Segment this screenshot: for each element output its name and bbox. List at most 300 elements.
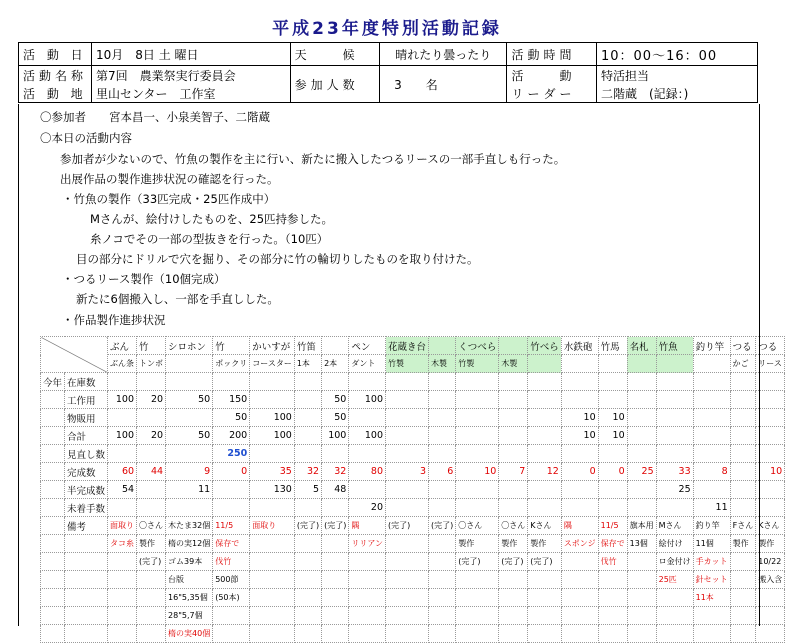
value-cell: 5 [294,481,321,499]
note-cell [693,607,730,625]
column-subheader: トンボ [137,355,166,373]
value-cell [386,445,429,463]
value-cell: 80 [349,463,386,481]
note-cell: (完了) [528,553,562,571]
header-table [18,42,758,103]
note-cell: (完了) [456,553,499,571]
value-cell [627,373,656,391]
value-cell [250,499,295,517]
column-header: 名札 [627,337,656,355]
value-cell [250,445,295,463]
value-cell: 10 [561,427,598,445]
note-cell [349,553,386,571]
note-cell: タコ糸 [108,535,137,553]
value-cell [294,427,321,445]
notes-row [41,535,785,553]
value-cell [137,373,166,391]
note-cell: 11個 [693,535,730,553]
row-label [65,607,108,625]
year-cell [41,571,65,589]
value-cell [349,481,386,499]
value-cell [656,427,693,445]
notes-row [41,589,785,607]
note-cell [656,625,693,643]
column-header: かいすが [250,337,295,355]
row-label: 完成数 [65,463,108,481]
value-cell [137,445,166,463]
note-cell [386,571,429,589]
note-cell [499,571,528,589]
value-cell [429,391,456,409]
value-cell: 50 [166,427,213,445]
time-label: 活動時間 [507,43,597,66]
note-cell [756,625,785,643]
note-cell [108,625,137,643]
value-cell [730,445,756,463]
date-value: 10月 8日 土 曜日 [92,43,291,66]
table-row [41,391,785,409]
note-cell [730,589,756,607]
content-line-1: 参加者が少ないので、竹魚の製作を主に行い、新たに搬入したつるリースの一部手直しも行った。 [60,152,566,166]
note-cell [108,607,137,625]
value-cell [693,391,730,409]
note-cell: 面取り [250,517,295,535]
value-cell [166,409,213,427]
value-cell [294,409,321,427]
note-cell [250,553,295,571]
value-cell [693,427,730,445]
note-cell [598,607,627,625]
value-cell [108,409,137,427]
note-cell [349,625,386,643]
value-cell [499,373,528,391]
value-cell [730,463,756,481]
note-cell: 楕の実12個 [166,535,213,553]
value-cell [730,427,756,445]
place-label: 活 動 地 [19,84,92,103]
note-cell [386,553,429,571]
value-cell [598,373,627,391]
note-cell [108,571,137,589]
note-cell: 手カット [693,553,730,571]
value-cell [250,373,295,391]
value-cell: 35 [250,463,295,481]
note-cell [250,589,295,607]
value-cell [730,373,756,391]
note-cell: 500節 [213,571,250,589]
note-cell: 隅 [561,517,598,535]
column-header: 竹 [137,337,166,355]
value-cell [627,409,656,427]
row-label [65,535,108,553]
note-cell: (完了) [294,517,321,535]
note-cell [137,625,166,643]
value-cell [756,427,785,445]
note-cell [429,625,456,643]
column-header: ぶん [108,337,137,355]
content-line-3: ・竹魚の製作（33匹完成・25匹作成中） [62,192,276,206]
note-cell: 木たま32個 [166,517,213,535]
count-label: 参加人数 [290,66,380,103]
value-cell: 9 [166,463,213,481]
note-cell [322,571,349,589]
note-cell: 製作 [499,535,528,553]
column-subheader [693,355,730,373]
table-row [41,427,785,445]
place-value: 里山センター 工作室 [92,84,291,103]
year-cell [41,391,65,409]
note-cell [213,607,250,625]
note-cell: ゴム39本 [166,553,213,571]
value-cell [656,445,693,463]
value-cell [166,373,213,391]
note-cell: 28"5,7個 [166,607,213,625]
note-cell [250,607,295,625]
note-cell [730,625,756,643]
content-line-6: 目の部分にドリルで穴を掘り、その部分に竹の輪切りしたものを取り付けた。 [76,252,479,266]
note-cell [386,607,429,625]
row-label: 工作用 [65,391,108,409]
value-cell: 48 [322,481,349,499]
column-header: 花蔵き台 [386,337,429,355]
value-cell [429,427,456,445]
value-cell: 50 [213,409,250,427]
note-cell [386,589,429,607]
note-cell [730,553,756,571]
value-cell [386,499,429,517]
value-cell [499,427,528,445]
column-subheader [627,355,656,373]
row-label: 物販用 [65,409,108,427]
note-cell: 面取り [108,517,137,535]
year-cell [41,427,65,445]
year-cell [41,607,65,625]
row-label: 備考 [65,517,108,535]
year-cell [41,553,65,571]
header-row [41,337,785,355]
note-cell [137,589,166,607]
column-header [322,337,349,355]
note-cell: 針セット [693,571,730,589]
value-cell [429,481,456,499]
note-cell: 製作 [456,535,499,553]
column-subheader: 竹製 [386,355,429,373]
column-subheader: リース [756,355,785,373]
column-subheader: コースター [250,355,295,373]
table-row [41,481,785,499]
column-header: シロホン [166,337,213,355]
value-cell [528,499,562,517]
note-cell [756,589,785,607]
value-cell: 130 [250,481,295,499]
column-subheader: 1本 [294,355,321,373]
year-cell [41,463,65,481]
note-cell: 製作 [730,535,756,553]
column-subheader [166,355,213,373]
column-subheader [528,355,562,373]
value-cell: 25 [656,481,693,499]
time-value: 10：00～16：00 [596,43,757,66]
content-line-4: Mさんが、絵付けしたものを、25匹持参した。 [90,212,334,226]
note-cell [349,571,386,589]
year-cell [41,499,65,517]
note-cell [294,571,321,589]
value-cell [598,445,627,463]
value-cell [730,499,756,517]
note-cell: 25匹 [656,571,693,589]
year-cell [41,517,65,535]
value-cell: 50 [322,391,349,409]
leader-label-1: 活 動 [507,66,597,85]
value-cell [456,391,499,409]
note-cell [250,535,295,553]
value-cell [386,373,429,391]
value-cell: 6 [429,463,456,481]
value-cell [294,373,321,391]
column-subheader: ポックリ [213,355,250,373]
row-label: 合計 [65,427,108,445]
note-cell [561,571,598,589]
note-cell [250,625,295,643]
value-cell: 100 [349,427,386,445]
table-row [41,445,785,463]
note-cell: (完了) [386,517,429,535]
value-cell [213,373,250,391]
note-cell: 釣り竿 [693,517,730,535]
value-cell [429,499,456,517]
note-cell [108,589,137,607]
value-cell: 8 [693,463,730,481]
note-cell [499,589,528,607]
note-cell [386,625,429,643]
note-cell: 隅 [349,517,386,535]
year-cell [41,445,65,463]
value-cell [294,391,321,409]
column-header [429,337,456,355]
value-cell [528,427,562,445]
column-header: 竹魚 [656,337,693,355]
table-row [41,463,785,481]
content-line-2: 出展作品の製作進捗状況の確認を行った。 [60,172,279,186]
note-cell [730,607,756,625]
value-cell [656,373,693,391]
note-cell: Fさん [730,517,756,535]
note-cell: 11本 [693,589,730,607]
value-cell [756,481,785,499]
value-cell: 10 [456,463,499,481]
column-header: 釣り竿 [693,337,730,355]
note-cell: 伐竹 [598,553,627,571]
value-cell [386,481,429,499]
note-cell: 楕の実40個 [166,625,213,643]
value-cell [429,409,456,427]
value-cell [166,445,213,463]
note-cell [627,589,656,607]
value-cell [137,499,166,517]
note-cell [656,607,693,625]
value-cell [561,499,598,517]
note-cell [429,535,456,553]
value-cell [499,481,528,499]
note-cell: 11/5 [213,517,250,535]
note-cell: (完了) [429,517,456,535]
note-cell [137,571,166,589]
year-cell [41,535,65,553]
column-subheader [598,355,627,373]
note-cell [730,571,756,589]
note-cell [627,625,656,643]
note-cell: (完了) [499,553,528,571]
value-cell [756,445,785,463]
value-cell [137,409,166,427]
column-header: ペン [349,337,386,355]
value-cell [456,445,499,463]
value-cell [561,445,598,463]
column-subheader [656,355,693,373]
note-cell: Kさん [528,517,562,535]
value-cell [499,409,528,427]
participants-line: 〇参加者 宮本昌一、小泉美智子、二階蔵 [40,110,270,124]
value-cell [166,499,213,517]
note-cell: 絵付け [656,535,693,553]
table-row [41,409,785,427]
value-cell: 150 [213,391,250,409]
note-cell: 製作 [137,535,166,553]
note-cell: 旗本用 [627,517,656,535]
value-cell [429,445,456,463]
value-cell [561,391,598,409]
note-cell: 〇さん [137,517,166,535]
value-cell [756,499,785,517]
note-cell: 〇さん [456,517,499,535]
content-line-5: 糸ノコでその一部の型抜きを行った。（10匹） [90,232,329,246]
value-cell [499,499,528,517]
value-cell [528,445,562,463]
name-value: 第7回 農業祭実行委員会 [92,66,291,85]
value-cell [730,391,756,409]
note-cell: 製作 [528,535,562,553]
column-header: 竹馬 [598,337,627,355]
value-cell: 25 [627,463,656,481]
note-cell: スポンジ [561,535,598,553]
value-cell: 32 [322,463,349,481]
row-label [65,589,108,607]
year-cell [41,625,65,643]
leader-value-2: 二階蔵 (記録：) [596,84,757,103]
note-cell [561,607,598,625]
value-cell [386,391,429,409]
year-cell [41,589,65,607]
value-cell: 10 [598,427,627,445]
value-cell [756,409,785,427]
value-cell [456,499,499,517]
note-cell [598,589,627,607]
value-cell [656,409,693,427]
value-cell: 200 [213,427,250,445]
value-cell [656,499,693,517]
value-cell: 7 [499,463,528,481]
value-cell [349,373,386,391]
note-cell [627,571,656,589]
row-label: 半完成数 [65,481,108,499]
progress-table [40,336,785,643]
value-cell: 0 [561,463,598,481]
value-cell [528,481,562,499]
column-subheader [561,355,598,373]
note-cell: 保存で [213,535,250,553]
value-cell [499,445,528,463]
value-cell [456,409,499,427]
note-cell [528,607,562,625]
note-cell [693,625,730,643]
value-cell [250,391,295,409]
note-cell [429,553,456,571]
value-cell: 12 [528,463,562,481]
count-value: 3 名 [380,66,507,103]
value-cell: 100 [250,427,295,445]
value-cell: 10 [561,409,598,427]
weather-label: 天 候 [290,43,380,66]
value-cell [756,373,785,391]
value-cell: 100 [322,427,349,445]
note-cell: 10/22 [756,553,785,571]
column-subheader: 2本 [322,355,349,373]
note-cell [322,607,349,625]
note-cell [349,589,386,607]
note-cell [627,607,656,625]
note-cell [598,571,627,589]
note-cell [456,625,499,643]
value-cell [322,499,349,517]
value-cell [693,409,730,427]
value-cell: 10 [756,463,785,481]
value-cell: 0 [598,463,627,481]
note-cell [561,589,598,607]
table-row [41,499,785,517]
note-cell [456,571,499,589]
value-cell [294,499,321,517]
value-cell: 54 [108,481,137,499]
value-cell [349,445,386,463]
value-cell: 32 [294,463,321,481]
note-cell: (完了) [322,517,349,535]
value-cell [756,391,785,409]
note-cell [137,607,166,625]
note-cell: 11/5 [598,517,627,535]
value-cell [456,427,499,445]
value-cell: 100 [108,391,137,409]
row-label [65,625,108,643]
note-cell [294,607,321,625]
value-cell: 100 [108,427,137,445]
note-cell: 保存で [598,535,627,553]
note-cell [456,589,499,607]
year-cell: 今年 [41,373,65,391]
date-label: 活 動 日 [19,43,92,66]
leader-value-1: 特活担当 [596,66,757,85]
note-cell: 製作 [756,535,785,553]
note-cell [322,625,349,643]
note-cell: 伐竹 [213,553,250,571]
value-cell [349,409,386,427]
value-cell: 100 [349,391,386,409]
note-cell: リリアン [349,535,386,553]
note-cell: Kさん [756,517,785,535]
value-cell: 100 [250,409,295,427]
value-cell [429,373,456,391]
value-cell: 20 [137,391,166,409]
note-cell [528,589,562,607]
